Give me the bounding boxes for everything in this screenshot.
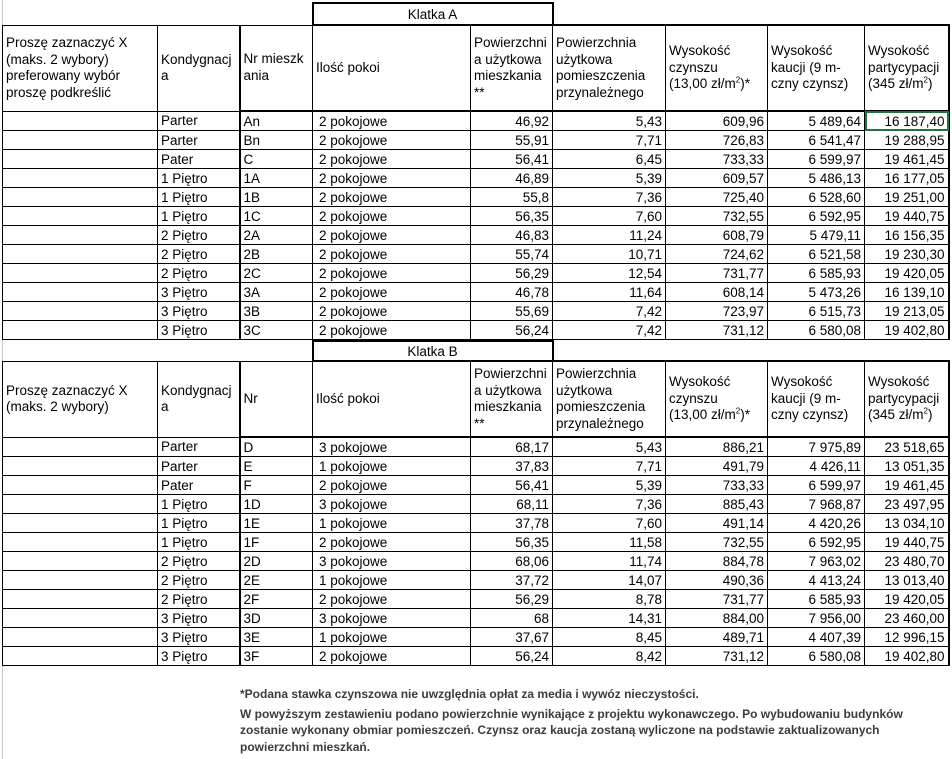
area-cell[interactable]: 56,41 xyxy=(471,150,553,169)
rooms-cell[interactable]: 3 pokojowe xyxy=(313,495,471,514)
storage-area-cell[interactable]: 7,60 xyxy=(553,207,666,226)
rent-cell[interactable]: 723,97 xyxy=(666,302,768,321)
storage-area-cell[interactable]: 8,45 xyxy=(553,628,666,647)
table-row xyxy=(3,609,949,628)
area-cell[interactable]: 56,24 xyxy=(471,647,553,666)
apartment-no-cell[interactable]: 1E xyxy=(240,514,313,533)
rooms-cell[interactable]: 3 pokojowe xyxy=(313,609,471,628)
select-cell[interactable] xyxy=(3,647,158,666)
apartment-no-cell[interactable]: 3C xyxy=(240,321,313,340)
section-title: Klatka A xyxy=(313,3,553,25)
select-cell[interactable] xyxy=(3,264,158,283)
rooms-cell[interactable]: 2 pokojowe xyxy=(313,207,471,226)
header-row xyxy=(3,361,949,437)
select-cell[interactable] xyxy=(3,226,158,245)
participation-cell[interactable]: 16 139,10 xyxy=(865,283,949,302)
storage-area-cell[interactable]: 11,64 xyxy=(553,283,666,302)
storage-area-cell[interactable]: 5,43 xyxy=(553,437,666,457)
storage-area-cell[interactable]: 7,60 xyxy=(553,514,666,533)
footnote-area: W powyższym zestawieniu podano powierzchnie wynikające z projektu wykonawczego. Po wybudowaniu budynków zostanie wykonany obmiar pomieszczeń. Czynsz oraz kaucja zostaną wyliczone na podstawie zaktualizowanych powierzchni mieszkań. xyxy=(240,706,903,754)
area-cell[interactable]: 46,78 xyxy=(471,283,553,302)
deposit-cell[interactable]: 6 585,93 xyxy=(768,590,865,609)
select-cell[interactable] xyxy=(3,188,158,207)
deposit-cell[interactable]: 6 580,08 xyxy=(768,647,865,666)
select-cell[interactable] xyxy=(3,302,158,321)
table-row xyxy=(3,514,949,533)
area-cell[interactable]: 68,06 xyxy=(471,552,553,571)
area-cell[interactable]: 55,74 xyxy=(471,245,553,264)
apartment-no-cell[interactable]: 3F xyxy=(240,647,313,666)
rooms-cell[interactable]: 2 pokojowe xyxy=(313,226,471,245)
rent-cell[interactable]: 609,57 xyxy=(666,169,768,188)
floor-cell[interactable]: Pater xyxy=(158,150,240,169)
table-row xyxy=(3,437,949,457)
table-row xyxy=(3,226,949,245)
header-participation: Wysokość partycypacji (345 $zł/m^2$) xyxy=(865,361,949,437)
header-area: Powierzchnia użytkowa mieszkania ** xyxy=(471,361,553,437)
storage-area-cell[interactable]: 11,58 xyxy=(553,533,666,552)
table-row xyxy=(3,207,949,226)
rooms-cell[interactable]: 1 pokojowe xyxy=(313,628,471,647)
header-apartment-no: Nr mieszkania xyxy=(240,25,313,111)
klatka-b-table xyxy=(2,340,950,666)
area-cell[interactable]: 56,35 xyxy=(471,207,553,226)
deposit-cell[interactable]: 6 592,95 xyxy=(768,533,865,552)
rooms-cell[interactable]: 3 pokojowe xyxy=(313,437,471,457)
storage-area-cell[interactable]: 8,42 xyxy=(553,647,666,666)
table-row xyxy=(3,264,949,283)
rooms-cell[interactable]: 2 pokojowe xyxy=(313,245,471,264)
storage-area-cell[interactable]: 11,24 xyxy=(553,226,666,245)
area-cell[interactable]: 46,89 xyxy=(471,169,553,188)
floor-cell[interactable]: 2 Piętro xyxy=(158,245,240,264)
storage-area-cell[interactable]: 14,07 xyxy=(553,571,666,590)
participation-cell[interactable]: 19 402,80 xyxy=(865,321,949,340)
deposit-cell[interactable]: 6 592,95 xyxy=(768,207,865,226)
participation-cell[interactable]: 13 034,10 xyxy=(865,514,949,533)
rent-cell[interactable]: 490,36 xyxy=(666,571,768,590)
apartment-no-cell[interactable]: 1B xyxy=(240,188,313,207)
deposit-cell[interactable]: 7 963,02 xyxy=(768,552,865,571)
rooms-cell[interactable]: 2 pokojowe xyxy=(313,169,471,188)
select-cell[interactable] xyxy=(3,321,158,340)
apartment-no-cell[interactable]: Bn xyxy=(240,131,313,150)
storage-area-cell[interactable]: 5,39 xyxy=(553,169,666,188)
storage-area-cell[interactable]: 5,39 xyxy=(553,476,666,495)
area-cell[interactable]: 55,8 xyxy=(471,188,553,207)
participation-cell[interactable]: 19 213,05 xyxy=(865,302,949,321)
apartment-no-cell[interactable]: 3B xyxy=(240,302,313,321)
rooms-cell[interactable]: 2 pokojowe xyxy=(313,188,471,207)
rooms-cell[interactable]: 2 pokojowe xyxy=(313,590,471,609)
floor-cell[interactable]: Parter xyxy=(158,457,240,476)
table-row xyxy=(3,571,949,590)
table-row xyxy=(3,245,949,264)
participation-cell-selected[interactable]: 16 187,40 xyxy=(865,111,949,131)
storage-area-cell[interactable]: 7,42 xyxy=(553,321,666,340)
apartment-no-cell[interactable]: 2E xyxy=(240,571,313,590)
table-row xyxy=(3,552,949,571)
area-cell[interactable]: 55,69 xyxy=(471,302,553,321)
deposit-cell[interactable]: 7 975,89 xyxy=(768,437,865,457)
deposit-cell[interactable]: 4 420,26 xyxy=(768,514,865,533)
rent-cell[interactable]: 884,00 xyxy=(666,609,768,628)
deposit-cell[interactable]: 5 489,64 xyxy=(768,111,865,131)
select-cell[interactable] xyxy=(3,437,158,457)
storage-area-cell[interactable]: 12,54 xyxy=(553,264,666,283)
floor-cell[interactable]: Parter xyxy=(158,437,240,457)
rent-cell[interactable]: 733,33 xyxy=(666,476,768,495)
rent-cell[interactable]: 726,83 xyxy=(666,131,768,150)
storage-area-cell[interactable]: 6,45 xyxy=(553,150,666,169)
area-cell[interactable]: 46,92 xyxy=(471,111,553,131)
deposit-cell[interactable]: 6 585,93 xyxy=(768,264,865,283)
header-storage-area: Powierzchnia użytkowa pomieszczenia przynależnego xyxy=(553,361,666,437)
area-cell[interactable]: 68,17 xyxy=(471,437,553,457)
rooms-cell[interactable]: 2 pokojowe xyxy=(313,131,471,150)
floor-cell[interactable]: 2 Piętro xyxy=(158,571,240,590)
floor-cell[interactable]: 2 Piętro xyxy=(158,590,240,609)
participation-cell[interactable]: 19 251,00 xyxy=(865,188,949,207)
storage-area-cell[interactable]: 7,71 xyxy=(553,131,666,150)
select-cell[interactable] xyxy=(3,150,158,169)
area-cell[interactable]: 46,83 xyxy=(471,226,553,245)
floor-cell[interactable]: 3 Piętro xyxy=(158,283,240,302)
apartment-no-cell[interactable]: 2F xyxy=(240,590,313,609)
table-row xyxy=(3,131,949,150)
area-cell[interactable]: 55,91 xyxy=(471,131,553,150)
blank-header-cell xyxy=(553,341,949,361)
participation-cell[interactable]: 19 461,45 xyxy=(865,150,949,169)
header-floor: Kondygnacja xyxy=(158,361,240,437)
floor-cell[interactable]: 1 Piętro xyxy=(158,207,240,226)
area-cell[interactable]: 56,29 xyxy=(471,264,553,283)
rooms-cell[interactable]: 2 pokojowe xyxy=(313,283,471,302)
storage-area-cell[interactable]: 8,78 xyxy=(553,590,666,609)
table-row xyxy=(3,111,949,131)
apartment-no-cell[interactable]: 2C xyxy=(240,264,313,283)
blank-header-cell xyxy=(3,341,313,361)
table-row xyxy=(3,628,949,647)
apartment-no-cell[interactable]: 3E xyxy=(240,628,313,647)
participation-cell[interactable]: 23 497,95 xyxy=(865,495,949,514)
deposit-cell[interactable]: 4 413,24 xyxy=(768,571,865,590)
participation-cell[interactable]: 16 177,05 xyxy=(865,169,949,188)
floor-cell[interactable]: 3 Piętro xyxy=(158,321,240,340)
header-deposit: Wysokość kaucji (9 m-czny czynsz) xyxy=(768,361,865,437)
rent-cell[interactable]: 886,21 xyxy=(666,437,768,457)
deposit-cell[interactable]: 6 515,73 xyxy=(768,302,865,321)
apartment-no-cell[interactable]: 3D xyxy=(240,609,313,628)
participation-cell[interactable]: 19 230,30 xyxy=(865,245,949,264)
header-row xyxy=(3,25,949,111)
apartment-no-cell[interactable]: 1C xyxy=(240,207,313,226)
select-cell[interactable] xyxy=(3,457,158,476)
floor-cell[interactable]: Parter xyxy=(158,131,240,150)
deposit-cell[interactable]: 5 473,26 xyxy=(768,283,865,302)
table-row xyxy=(3,457,949,476)
floor-cell[interactable]: 3 Piętro xyxy=(158,302,240,321)
deposit-cell[interactable]: 6 528,60 xyxy=(768,188,865,207)
storage-area-cell[interactable]: 5,43 xyxy=(553,111,666,131)
table-row xyxy=(3,283,949,302)
floor-cell[interactable]: 3 Piętro xyxy=(158,628,240,647)
area-cell[interactable]: 56,35 xyxy=(471,533,553,552)
apartment-no-cell[interactable]: C xyxy=(240,150,313,169)
area-cell[interactable]: 56,41 xyxy=(471,476,553,495)
storage-area-cell[interactable]: 14,31 xyxy=(553,609,666,628)
floor-cell[interactable]: 2 Piętro xyxy=(158,264,240,283)
blank-header-cell xyxy=(3,3,313,25)
rooms-cell[interactable]: 2 pokojowe xyxy=(313,533,471,552)
header-area: Powierzchnia użytkowa mieszkania ** xyxy=(471,25,553,111)
rent-cell[interactable]: 491,14 xyxy=(666,514,768,533)
participation-cell[interactable]: 12 996,15 xyxy=(865,628,949,647)
rooms-cell[interactable]: 2 pokojowe xyxy=(313,150,471,169)
area-cell[interactable]: 68 xyxy=(471,609,553,628)
storage-area-cell[interactable]: 7,42 xyxy=(553,302,666,321)
rent-cell[interactable]: 733,33 xyxy=(666,150,768,169)
select-cell[interactable] xyxy=(3,552,158,571)
deposit-cell[interactable]: 4 407,39 xyxy=(768,628,865,647)
table-row xyxy=(3,495,949,514)
deposit-cell[interactable]: 6 580,08 xyxy=(768,321,865,340)
rent-cell[interactable]: 732,55 xyxy=(666,533,768,552)
rooms-cell[interactable]: 2 pokojowe xyxy=(313,476,471,495)
table-row xyxy=(3,533,949,552)
participation-cell[interactable]: 13 051,35 xyxy=(865,457,949,476)
table-row xyxy=(3,476,949,495)
rent-cell[interactable]: 731,77 xyxy=(666,590,768,609)
apartment-no-cell[interactable]: 1A xyxy=(240,169,313,188)
participation-cell[interactable]: 13 013,40 xyxy=(865,571,949,590)
rooms-cell[interactable]: 2 pokojowe xyxy=(313,302,471,321)
deposit-cell[interactable]: 6 599,97 xyxy=(768,150,865,169)
floor-cell[interactable]: 2 Piętro xyxy=(158,226,240,245)
deposit-cell[interactable]: 5 486,13 xyxy=(768,169,865,188)
select-cell[interactable] xyxy=(3,495,158,514)
floor-cell[interactable]: 1 Piętro xyxy=(158,514,240,533)
select-cell[interactable] xyxy=(3,609,158,628)
select-cell[interactable] xyxy=(3,207,158,226)
header-rooms: Ilość pokoi xyxy=(313,25,471,111)
area-cell[interactable]: 68,11 xyxy=(471,495,553,514)
apartment-no-cell[interactable]: D xyxy=(240,437,313,457)
deposit-cell[interactable]: 7 968,87 xyxy=(768,495,865,514)
storage-area-cell[interactable]: 10,71 xyxy=(553,245,666,264)
rooms-cell[interactable]: 3 pokojowe xyxy=(313,552,471,571)
select-cell[interactable] xyxy=(3,111,158,131)
floor-cell[interactable]: Pater xyxy=(158,476,240,495)
rent-cell[interactable]: 731,12 xyxy=(666,321,768,340)
table-row xyxy=(3,150,949,169)
deposit-cell[interactable]: 6 541,47 xyxy=(768,131,865,150)
rooms-cell[interactable]: 1 pokojowe xyxy=(313,571,471,590)
area-cell[interactable]: 37,78 xyxy=(471,514,553,533)
floor-cell[interactable]: 1 Piętro xyxy=(158,169,240,188)
floor-cell[interactable]: 2 Piętro xyxy=(158,552,240,571)
floor-cell[interactable]: 1 Piętro xyxy=(158,495,240,514)
apartment-no-cell[interactable]: E xyxy=(240,457,313,476)
deposit-cell[interactable]: 4 426,11 xyxy=(768,457,865,476)
participation-cell[interactable]: 19 288,95 xyxy=(865,131,949,150)
header-rent: Wysokość czynszu (13,00 $zł/m^2)*$ xyxy=(666,25,768,111)
rent-cell[interactable]: 608,14 xyxy=(666,283,768,302)
header-apartment-no: Nr xyxy=(240,361,313,437)
participation-cell[interactable]: 23 460,00 xyxy=(865,609,949,628)
header-deposit: Wysokość kaucji (9 m-czny czynsz) xyxy=(768,25,865,111)
rent-cell[interactable]: 608,79 xyxy=(666,226,768,245)
deposit-cell[interactable]: 5 479,11 xyxy=(768,226,865,245)
apartment-no-cell[interactable]: 2D xyxy=(240,552,313,571)
floor-cell[interactable]: 1 Piętro xyxy=(158,188,240,207)
header-rent: Wysokość czynszu (13,00 $zł/m^2)*$ xyxy=(666,361,768,437)
select-cell[interactable] xyxy=(3,533,158,552)
participation-cell[interactable]: 19 461,45 xyxy=(865,476,949,495)
select-cell[interactable] xyxy=(3,245,158,264)
deposit-cell[interactable]: 6 521,58 xyxy=(768,245,865,264)
floor-cell[interactable]: Parter xyxy=(158,111,240,131)
storage-area-cell[interactable]: 7,71 xyxy=(553,457,666,476)
apartment-no-cell[interactable]: 1F xyxy=(240,533,313,552)
select-cell[interactable] xyxy=(3,590,158,609)
rent-cell[interactable]: 732,55 xyxy=(666,207,768,226)
section-title: Klatka B xyxy=(313,341,553,361)
participation-cell[interactable]: 19 420,05 xyxy=(865,264,949,283)
footnote-rent: *Podana stawka czynszowa nie uwzględnia opłat za media i wywóz nieczystości. xyxy=(240,687,699,701)
select-cell[interactable] xyxy=(3,283,158,302)
storage-area-cell[interactable]: 7,36 xyxy=(553,495,666,514)
area-cell[interactable]: 56,24 xyxy=(471,321,553,340)
header-select: Proszę zaznaczyć X (maks. 2 wybory) xyxy=(3,361,158,437)
klatka-a-table xyxy=(2,2,950,340)
rooms-cell[interactable]: 2 pokojowe xyxy=(313,647,471,666)
area-cell[interactable]: 37,67 xyxy=(471,628,553,647)
rooms-cell[interactable]: 2 pokojowe xyxy=(313,111,471,131)
rent-cell[interactable]: 731,12 xyxy=(666,647,768,666)
floor-cell[interactable]: 3 Piętro xyxy=(158,609,240,628)
rooms-cell[interactable]: 1 pokojowe xyxy=(313,457,471,476)
header-select: Proszę zaznaczyć X (maks. 2 wybory) preferowany wybór proszę podkreślić xyxy=(3,25,158,111)
apartment-no-cell[interactable]: An xyxy=(240,111,313,131)
floor-cell[interactable]: 3 Piętro xyxy=(158,647,240,666)
table-row xyxy=(3,188,949,207)
select-cell[interactable] xyxy=(3,514,158,533)
header-rooms: Ilość pokoi xyxy=(313,361,471,437)
deposit-cell[interactable]: 7 956,00 xyxy=(768,609,865,628)
apartment-no-cell[interactable]: F xyxy=(240,476,313,495)
participation-cell[interactable]: 23 518,65 xyxy=(865,437,949,457)
select-cell[interactable] xyxy=(3,571,158,590)
rent-cell[interactable]: 724,62 xyxy=(666,245,768,264)
header-floor: Kondygnacja xyxy=(158,25,240,111)
rent-cell[interactable]: 885,43 xyxy=(666,495,768,514)
rooms-cell[interactable]: 2 pokojowe xyxy=(313,264,471,283)
participation-cell[interactable]: 16 156,35 xyxy=(865,226,949,245)
rooms-cell[interactable]: 1 pokojowe xyxy=(313,514,471,533)
header-participation: Wysokość partycypacji (345 $zł/m^2$) xyxy=(865,25,949,111)
participation-cell[interactable]: 23 480,70 xyxy=(865,552,949,571)
select-cell[interactable] xyxy=(3,169,158,188)
participation-cell[interactable]: 19 440,75 xyxy=(865,207,949,226)
apartment-no-cell[interactable]: 2A xyxy=(240,226,313,245)
rent-cell[interactable]: 884,78 xyxy=(666,552,768,571)
select-cell[interactable] xyxy=(3,131,158,150)
blank-header-cell xyxy=(553,3,949,25)
participation-cell[interactable]: 19 440,75 xyxy=(865,533,949,552)
apartment-no-cell[interactable]: 2B xyxy=(240,245,313,264)
participation-cell[interactable]: 19 420,05 xyxy=(865,590,949,609)
footnotes xyxy=(240,686,940,755)
header-storage-area: Powierzchnia użytkowa pomieszczenia przynależnego xyxy=(553,25,666,111)
select-cell[interactable] xyxy=(3,476,158,495)
deposit-cell[interactable]: 6 599,97 xyxy=(768,476,865,495)
table-row xyxy=(3,169,949,188)
table-row xyxy=(3,302,949,321)
rent-cell[interactable]: 731,77 xyxy=(666,264,768,283)
rent-cell[interactable]: 725,40 xyxy=(666,188,768,207)
area-cell[interactable]: 37,83 xyxy=(471,457,553,476)
rent-cell[interactable]: 491,79 xyxy=(666,457,768,476)
area-cell[interactable]: 37,72 xyxy=(471,571,553,590)
table-row xyxy=(3,590,949,609)
storage-area-cell[interactable]: 7,36 xyxy=(553,188,666,207)
apartment-no-cell[interactable]: 3A xyxy=(240,283,313,302)
rent-cell[interactable]: 609,96 xyxy=(666,111,768,131)
table-row xyxy=(3,321,949,340)
rent-cell[interactable]: 489,71 xyxy=(666,628,768,647)
rooms-cell[interactable]: 2 pokojowe xyxy=(313,321,471,340)
floor-cell[interactable]: 1 Piętro xyxy=(158,533,240,552)
table-row xyxy=(3,647,949,666)
storage-area-cell[interactable]: 11,74 xyxy=(553,552,666,571)
select-cell[interactable] xyxy=(3,628,158,647)
apartment-no-cell[interactable]: 1D xyxy=(240,495,313,514)
area-cell[interactable]: 56,29 xyxy=(471,590,553,609)
participation-cell[interactable]: 19 402,80 xyxy=(865,647,949,666)
